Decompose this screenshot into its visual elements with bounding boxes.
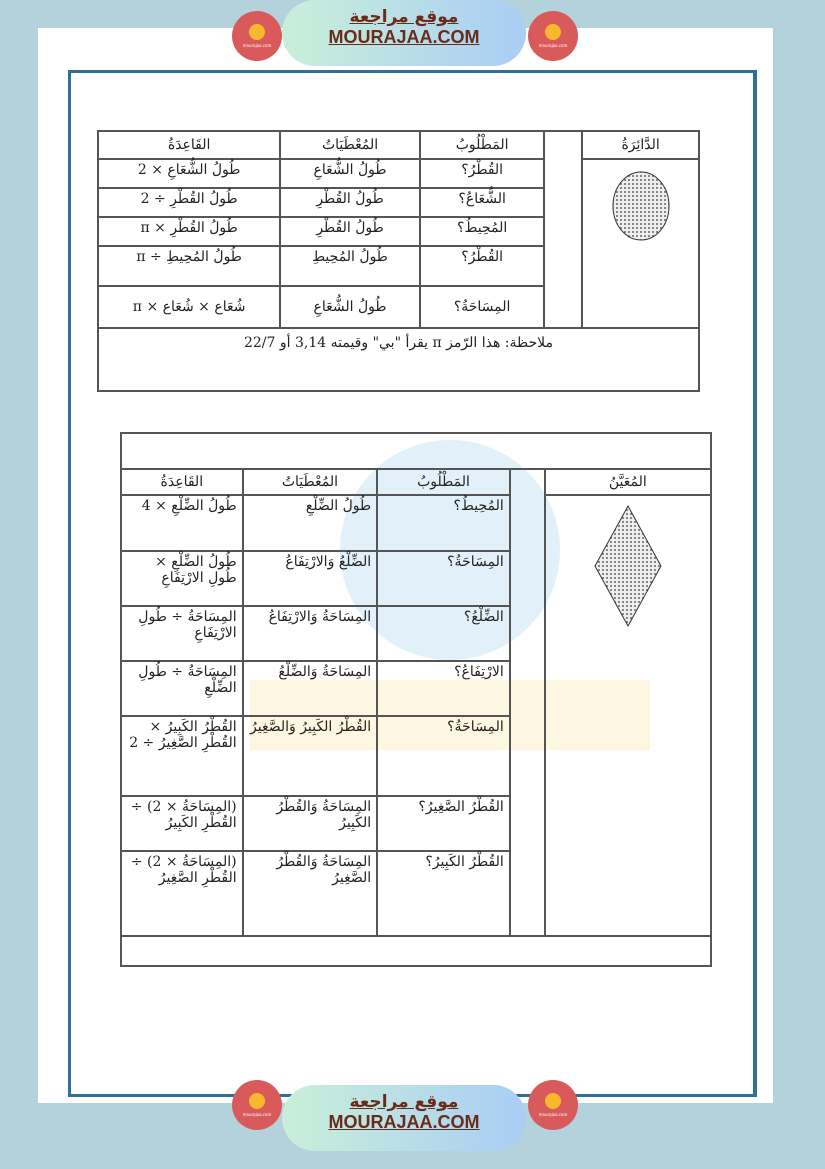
table-cell: الضِّلْعُ؟ bbox=[377, 606, 510, 661]
table-cell: شُعَاع × شُعَاع × π bbox=[98, 286, 280, 328]
table-cell: طُولُ الضِّلْعِ × 4 bbox=[121, 495, 243, 551]
header-rule: القَاعِدَةُ bbox=[121, 469, 243, 495]
table-cell: القُطْرُ؟ bbox=[420, 159, 545, 188]
note: ملاحظة: هذا الرّمز π يقرأ "بي" وقيمته 3,14 أو 22/7 bbox=[98, 328, 699, 391]
table-cell: طُولُ الضِّلْعِ × طُولِ الارْتِفَاعِ bbox=[121, 551, 243, 606]
table-cell: المِسَاحَةُ؟ bbox=[377, 716, 510, 796]
table-cell: القُطْرُ الصَّغِيرُ؟ bbox=[377, 796, 510, 851]
spacer-cell bbox=[544, 131, 582, 328]
table-cell: طُولُ القُطْرِ × π bbox=[98, 217, 280, 246]
shape-label: المُعَيَّنُ bbox=[545, 469, 711, 495]
table-cell: طُولُ الشُّعَاعِ × 2 bbox=[98, 159, 280, 188]
banner-arabic: موقع مراجعة bbox=[349, 7, 459, 27]
table-cell: (المِسَاحَةُ × 2) ÷ القُطْرِ الصَّغِيرُ bbox=[121, 851, 243, 936]
table-cell: الشُّعَاعُ؟ bbox=[420, 188, 545, 217]
table-cell: طُولُ الضِّلْعِ bbox=[243, 495, 378, 551]
header-required: المَطْلُوبُ bbox=[420, 131, 545, 159]
header-rule: القَاعِدَةُ bbox=[98, 131, 280, 159]
banner-latin: MOURAJAA.COM bbox=[328, 1112, 480, 1132]
spacer-cell bbox=[510, 469, 545, 936]
table-cell: المِسَاحَةُ ÷ طُولِ الضِّلْعِ bbox=[121, 661, 243, 716]
rhombus-figure bbox=[593, 504, 663, 628]
circle-figure bbox=[611, 170, 671, 242]
rhombus-table bbox=[120, 432, 712, 967]
table-cell: طُولُ الشُّعَاعِ bbox=[280, 159, 420, 188]
table-cell: الارْتِفَاعُ؟ bbox=[377, 661, 510, 716]
table-cell: طُولُ القُطْرِ ÷ 2 bbox=[98, 188, 280, 217]
banner-arabic: موقع مراجعة bbox=[349, 1092, 459, 1112]
table-cell: المِسَاحَةُ وَالقُطْرُ الكَبِيرُ bbox=[243, 796, 378, 851]
blank-row bbox=[121, 936, 711, 966]
table-cell: المُحِيطُ؟ bbox=[420, 217, 545, 246]
header-given: المُعْطَيَاتُ bbox=[243, 469, 378, 495]
table-cell: المِسَاحَةُ؟ bbox=[420, 286, 545, 328]
logo-badge-right-bottom: mourajaa.com bbox=[528, 1080, 578, 1130]
header-required: المَطْلُوبُ bbox=[377, 469, 510, 495]
table-cell: طُولُ المُحِيطِ bbox=[280, 246, 420, 286]
table-cell: الضِّلْعُ وَالارْتِفَاعُ bbox=[243, 551, 378, 606]
table-cell: المُحِيطُ؟ bbox=[377, 495, 510, 551]
table-cell: المِسَاحَةُ وَالقُطْرُ الصَّغِيرُ bbox=[243, 851, 378, 936]
shape-label: الدَّائِرَةُ bbox=[582, 131, 699, 159]
table-cell: طُولُ القُطْرِ bbox=[280, 188, 420, 217]
table-cell: القُطْرُ الكَبِيرُ؟ bbox=[377, 851, 510, 936]
table-cell: طُولُ المُحِيطِ ÷ π bbox=[98, 246, 280, 286]
logo-badge-left: mourajaa.com bbox=[232, 11, 282, 61]
table-cell: المِسَاحَةُ وَالارْتِفَاعُ bbox=[243, 606, 378, 661]
logo-badge-right: mourajaa.com bbox=[528, 11, 578, 61]
logo-badge-left-bottom: mourajaa.com bbox=[232, 1080, 282, 1130]
table-cell: (المِسَاحَةُ × 2) ÷ القُطْرِ الكَبِيرُ bbox=[121, 796, 243, 851]
table-cell: طُولُ الشُّعَاعِ bbox=[280, 286, 420, 328]
site-banner-bottom[interactable] bbox=[282, 1085, 526, 1151]
table-cell: القُطْرُ؟ bbox=[420, 246, 545, 286]
table-cell: القُطْرُ الكَبِيرُ وَالصَّغِيرُ bbox=[243, 716, 378, 796]
circle-table bbox=[97, 130, 700, 392]
banner-latin: MOURAJAA.COM bbox=[328, 27, 480, 47]
table-cell: المِسَاحَةُ؟ bbox=[377, 551, 510, 606]
table-cell: القُطْرُ الكَبِيرُ × القُطْرِ الصَّغِيرُ ÷ 2 bbox=[121, 716, 243, 796]
table-cell: طُولُ القُطْرِ bbox=[280, 217, 420, 246]
table-cell: المِسَاحَةُ وَالضِّلْعُ bbox=[243, 661, 378, 716]
rhombus-figure-cell bbox=[545, 495, 711, 936]
table-cell: المِسَاحَةُ ÷ طُولِ الارْتِفَاعِ bbox=[121, 606, 243, 661]
circle-figure-cell bbox=[582, 159, 699, 328]
header-given: المُعْطَيَاتُ bbox=[280, 131, 420, 159]
site-banner-top[interactable] bbox=[282, 0, 526, 66]
blank-row bbox=[121, 433, 711, 469]
